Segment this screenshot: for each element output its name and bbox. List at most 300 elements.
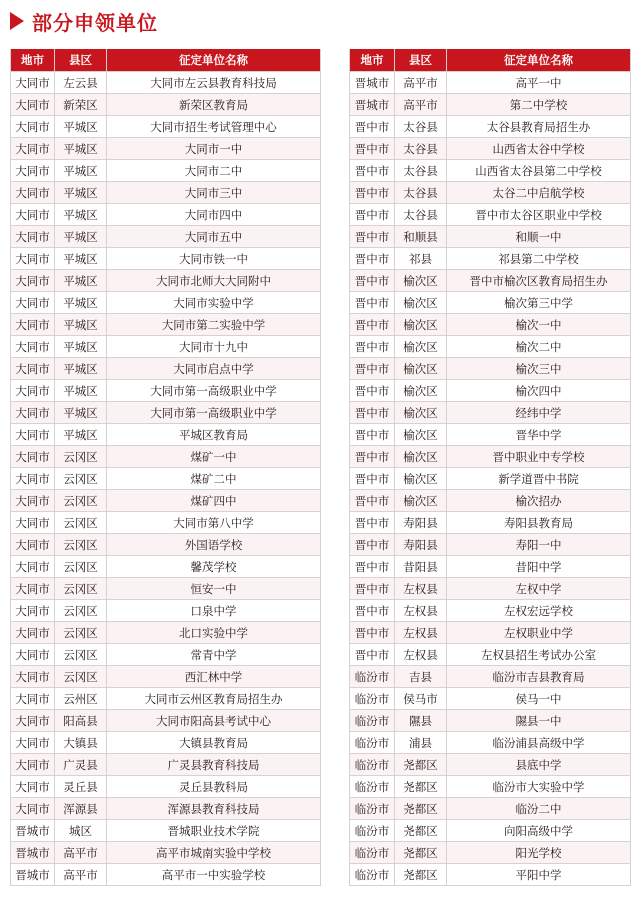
table-row (350, 732, 631, 754)
cell-city: 晋城市 (350, 72, 395, 94)
cell-city: 大同市 (11, 556, 55, 578)
cell-city: 晋城市 (11, 820, 55, 842)
cell-city: 大同市 (11, 358, 55, 380)
cell-city: 临汾市 (350, 732, 395, 754)
cell-unit-name: 大同市四中 (107, 204, 321, 226)
cell-unit-name: 西汇林中学 (107, 666, 321, 688)
cell-city: 临汾市 (350, 666, 395, 688)
cell-county: 吉县 (395, 666, 447, 688)
table-row (11, 336, 321, 358)
cell-county: 寿阳县 (395, 534, 447, 556)
cell-unit-name: 左权宏远学校 (447, 600, 631, 622)
cell-city: 晋中市 (350, 534, 395, 556)
cell-unit-name: 山西省太谷中学校 (447, 138, 631, 160)
cell-county: 榆次区 (395, 402, 447, 424)
triangle-bullet-icon (10, 12, 24, 30)
cell-city: 晋中市 (350, 358, 395, 380)
cell-county: 榆次区 (395, 380, 447, 402)
cell-unit-name: 榆次招办 (447, 490, 631, 512)
table-row (11, 160, 321, 182)
cell-county: 阳高县 (55, 710, 107, 732)
cell-city: 临汾市 (350, 842, 395, 864)
cell-city: 晋城市 (11, 864, 55, 886)
cell-unit-name: 大同市第一高级职业中学 (107, 402, 321, 424)
table-row (11, 842, 321, 864)
table-row (11, 468, 321, 490)
cell-county: 榆次区 (395, 270, 447, 292)
cell-unit-name: 寿阳一中 (447, 534, 631, 556)
table-row (11, 182, 321, 204)
cell-county: 榆次区 (395, 314, 447, 336)
cell-unit-name: 左权职业中学 (447, 622, 631, 644)
cell-unit-name: 新学道晋中书院 (447, 468, 631, 490)
table-row (350, 72, 631, 94)
table-row (11, 72, 321, 94)
cell-city: 大同市 (11, 776, 55, 798)
cell-unit-name: 晋城职业技术学院 (107, 820, 321, 842)
column-header-city: 地市 (11, 49, 55, 72)
table-row (350, 776, 631, 798)
cell-unit-name: 大同市第八中学 (107, 512, 321, 534)
table-row (350, 688, 631, 710)
page-title: 部分申领单位 (32, 10, 158, 35)
cell-unit-name: 灵丘县教科局 (107, 776, 321, 798)
cell-city: 大同市 (11, 512, 55, 534)
table-row (11, 600, 321, 622)
cell-city: 晋中市 (350, 446, 395, 468)
table-row (350, 270, 631, 292)
cell-city: 大同市 (11, 292, 55, 314)
table-row (11, 776, 321, 798)
cell-unit-name: 临汾二中 (447, 798, 631, 820)
cell-city: 晋中市 (350, 424, 395, 446)
table-row (350, 402, 631, 424)
cell-unit-name: 经纬中学 (447, 402, 631, 424)
cell-city: 大同市 (11, 248, 55, 270)
cell-county: 云冈区 (55, 600, 107, 622)
cell-county: 平城区 (55, 116, 107, 138)
column-header-county: 县区 (395, 49, 447, 72)
table-row (11, 732, 321, 754)
cell-county: 大镇县 (55, 732, 107, 754)
cell-county: 侯马市 (395, 688, 447, 710)
cell-unit-name: 晋中市榆次区教育局招生办 (447, 270, 631, 292)
cell-county: 平城区 (55, 160, 107, 182)
table-row (350, 468, 631, 490)
cell-county: 云冈区 (55, 490, 107, 512)
cell-county: 高平市 (395, 72, 447, 94)
table-row (11, 710, 321, 732)
cell-county: 高平市 (55, 864, 107, 886)
table-row (350, 204, 631, 226)
cell-county: 太谷县 (395, 182, 447, 204)
cell-unit-name: 大同市第二实验中学 (107, 314, 321, 336)
table-row (350, 842, 631, 864)
table-row (11, 644, 321, 666)
cell-unit-name: 北口实验中学 (107, 622, 321, 644)
cell-unit-name: 恒安一中 (107, 578, 321, 600)
cell-city: 临汾市 (350, 754, 395, 776)
cell-county: 云冈区 (55, 446, 107, 468)
cell-city: 大同市 (11, 72, 55, 94)
table-row (350, 314, 631, 336)
cell-city: 晋中市 (350, 160, 395, 182)
table-row (11, 754, 321, 776)
table-row (11, 512, 321, 534)
cell-unit-name: 广灵县教育科技局 (107, 754, 321, 776)
cell-unit-name: 临汾浦县高级中学 (447, 732, 631, 754)
table-row (350, 292, 631, 314)
cell-city: 大同市 (11, 314, 55, 336)
cell-city: 大同市 (11, 600, 55, 622)
table-row (11, 292, 321, 314)
table-row (11, 94, 321, 116)
cell-unit-name: 大同市铁一中 (107, 248, 321, 270)
table-row (11, 116, 321, 138)
cell-county: 昔阳县 (395, 556, 447, 578)
table-row (11, 358, 321, 380)
cell-unit-name: 隰县一中 (447, 710, 631, 732)
cell-city: 晋中市 (350, 116, 395, 138)
cell-county: 和顺县 (395, 226, 447, 248)
cell-county: 左权县 (395, 622, 447, 644)
cell-city: 晋中市 (350, 556, 395, 578)
cell-city: 大同市 (11, 490, 55, 512)
cell-city: 大同市 (11, 226, 55, 248)
cell-city: 大同市 (11, 424, 55, 446)
table-row (350, 160, 631, 182)
table-row (11, 248, 321, 270)
cell-city: 大同市 (11, 644, 55, 666)
cell-city: 大同市 (11, 204, 55, 226)
column-header-county: 县区 (55, 49, 107, 72)
cell-unit-name: 平城区教育局 (107, 424, 321, 446)
cell-unit-name: 煤矿二中 (107, 468, 321, 490)
cell-unit-name: 大同市一中 (107, 138, 321, 160)
cell-unit-name: 大同市招生考试管理中心 (107, 116, 321, 138)
table-row (11, 534, 321, 556)
cell-unit-name: 临汾市大实验中学 (447, 776, 631, 798)
table-row (11, 490, 321, 512)
cell-county: 太谷县 (395, 204, 447, 226)
cell-unit-name: 临汾市吉县教育局 (447, 666, 631, 688)
table-row (11, 226, 321, 248)
cell-county: 平城区 (55, 204, 107, 226)
units-table-left (10, 49, 321, 886)
table-row (11, 402, 321, 424)
cell-county: 平城区 (55, 138, 107, 160)
cell-county: 榆次区 (395, 336, 447, 358)
cell-county: 隰县 (395, 710, 447, 732)
table-row (350, 578, 631, 600)
cell-county: 太谷县 (395, 138, 447, 160)
table-row (11, 556, 321, 578)
cell-unit-name: 侯马一中 (447, 688, 631, 710)
cell-unit-name: 榆次第三中学 (447, 292, 631, 314)
cell-unit-name: 县底中学 (447, 754, 631, 776)
cell-unit-name: 大同市启点中学 (107, 358, 321, 380)
cell-city: 晋中市 (350, 226, 395, 248)
cell-city: 晋中市 (350, 578, 395, 600)
table-row (350, 754, 631, 776)
table-header-row (350, 49, 631, 72)
cell-unit-name: 山西省太谷县第二中学校 (447, 160, 631, 182)
cell-county: 云冈区 (55, 468, 107, 490)
cell-city: 晋中市 (350, 204, 395, 226)
cell-county: 高平市 (395, 94, 447, 116)
table-row (11, 578, 321, 600)
cell-unit-name: 大同市左云县教育科技局 (107, 72, 321, 94)
table-row (350, 710, 631, 732)
table-row (350, 424, 631, 446)
cell-county: 云冈区 (55, 644, 107, 666)
cell-county: 云冈区 (55, 622, 107, 644)
cell-unit-name: 榆次二中 (447, 336, 631, 358)
table-row (11, 864, 321, 886)
cell-unit-name: 煤矿四中 (107, 490, 321, 512)
cell-unit-name: 高平市城南实验中学校 (107, 842, 321, 864)
table-row (11, 666, 321, 688)
table-row (11, 798, 321, 820)
cell-county: 云冈区 (55, 578, 107, 600)
cell-unit-name: 向阳高级中学 (447, 820, 631, 842)
cell-city: 晋中市 (350, 292, 395, 314)
cell-county: 尧都区 (395, 820, 447, 842)
table-row (11, 688, 321, 710)
column-header-unit: 征定单位名称 (447, 49, 631, 72)
cell-unit-name: 大同市二中 (107, 160, 321, 182)
cell-unit-name: 昔阳中学 (447, 556, 631, 578)
cell-city: 晋中市 (350, 644, 395, 666)
cell-county: 左云县 (55, 72, 107, 94)
cell-county: 左权县 (395, 578, 447, 600)
cell-unit-name: 第二中学校 (447, 94, 631, 116)
table-row (350, 380, 631, 402)
cell-city: 大同市 (11, 688, 55, 710)
cell-county: 云冈区 (55, 666, 107, 688)
cell-county: 高平市 (55, 842, 107, 864)
table-row (350, 248, 631, 270)
cell-county: 尧都区 (395, 798, 447, 820)
cell-county: 云冈区 (55, 556, 107, 578)
cell-city: 大同市 (11, 446, 55, 468)
cell-unit-name: 平阳中学 (447, 864, 631, 886)
cell-city: 晋中市 (350, 380, 395, 402)
table-header-row (11, 49, 321, 72)
cell-city: 大同市 (11, 798, 55, 820)
table-row (350, 556, 631, 578)
table-row (350, 182, 631, 204)
cell-unit-name: 大同市第一高级职业中学 (107, 380, 321, 402)
cell-county: 太谷县 (395, 160, 447, 182)
cell-county: 平城区 (55, 226, 107, 248)
cell-city: 晋中市 (350, 138, 395, 160)
cell-city: 大同市 (11, 732, 55, 754)
table-row (350, 798, 631, 820)
cell-county: 平城区 (55, 336, 107, 358)
table-row (11, 138, 321, 160)
cell-county: 云冈区 (55, 512, 107, 534)
cell-city: 晋中市 (350, 182, 395, 204)
table-row (11, 446, 321, 468)
cell-unit-name: 浑源县教育科技局 (107, 798, 321, 820)
units-table-right (349, 49, 631, 886)
cell-county: 云州区 (55, 688, 107, 710)
cell-unit-name: 大同市北师大大同附中 (107, 270, 321, 292)
cell-city: 晋中市 (350, 468, 395, 490)
cell-unit-name: 大同市云州区教育局招生办 (107, 688, 321, 710)
table-row (350, 864, 631, 886)
cell-unit-name: 馨茂学校 (107, 556, 321, 578)
table-row (11, 270, 321, 292)
cell-county: 平城区 (55, 314, 107, 336)
cell-unit-name: 口泉中学 (107, 600, 321, 622)
cell-unit-name: 大同市实验中学 (107, 292, 321, 314)
cell-city: 大同市 (11, 380, 55, 402)
table-row (350, 358, 631, 380)
cell-county: 浦县 (395, 732, 447, 754)
table-row (350, 600, 631, 622)
cell-county: 云冈区 (55, 534, 107, 556)
cell-unit-name: 左权县招生考试办公室 (447, 644, 631, 666)
cell-city: 大同市 (11, 182, 55, 204)
cell-county: 左权县 (395, 644, 447, 666)
cell-county: 新荣区 (55, 94, 107, 116)
cell-city: 大同市 (11, 666, 55, 688)
cell-city: 大同市 (11, 468, 55, 490)
cell-county: 寿阳县 (395, 512, 447, 534)
table-row (11, 314, 321, 336)
cell-city: 晋中市 (350, 314, 395, 336)
cell-county: 太谷县 (395, 116, 447, 138)
cell-city: 大同市 (11, 336, 55, 358)
cell-city: 晋中市 (350, 490, 395, 512)
column-header-unit: 征定单位名称 (107, 49, 321, 72)
cell-unit-name: 榆次四中 (447, 380, 631, 402)
cell-county: 榆次区 (395, 292, 447, 314)
table-row (350, 116, 631, 138)
cell-county: 左权县 (395, 600, 447, 622)
cell-unit-name: 煤矿一中 (107, 446, 321, 468)
cell-unit-name: 大同市阳高县考试中心 (107, 710, 321, 732)
cell-city: 大同市 (11, 116, 55, 138)
cell-unit-name: 祁县第二中学校 (447, 248, 631, 270)
column-header-city: 地市 (350, 49, 395, 72)
cell-county: 尧都区 (395, 776, 447, 798)
cell-county: 榆次区 (395, 490, 447, 512)
table-row (11, 820, 321, 842)
cell-unit-name: 大镇县教育局 (107, 732, 321, 754)
cell-city: 晋中市 (350, 248, 395, 270)
cell-city: 临汾市 (350, 864, 395, 886)
cell-county: 平城区 (55, 358, 107, 380)
cell-unit-name: 和顺一中 (447, 226, 631, 248)
cell-county: 榆次区 (395, 468, 447, 490)
cell-city: 临汾市 (350, 710, 395, 732)
table-row (350, 94, 631, 116)
table-row (350, 622, 631, 644)
cell-unit-name: 高平一中 (447, 72, 631, 94)
cell-city: 晋中市 (350, 600, 395, 622)
table-row (350, 820, 631, 842)
cell-unit-name: 大同市三中 (107, 182, 321, 204)
cell-county: 尧都区 (395, 864, 447, 886)
cell-city: 大同市 (11, 270, 55, 292)
cell-city: 大同市 (11, 94, 55, 116)
cell-county: 平城区 (55, 182, 107, 204)
cell-unit-name: 晋中市太谷区职业中学校 (447, 204, 631, 226)
cell-city: 大同市 (11, 622, 55, 644)
cell-unit-name: 晋中职业中专学校 (447, 446, 631, 468)
cell-unit-name: 晋华中学 (447, 424, 631, 446)
table-row (350, 512, 631, 534)
table-row (350, 490, 631, 512)
table-row (350, 226, 631, 248)
cell-county: 平城区 (55, 248, 107, 270)
cell-unit-name: 太谷二中启航学校 (447, 182, 631, 204)
cell-city: 晋中市 (350, 622, 395, 644)
cell-county: 平城区 (55, 270, 107, 292)
cell-county: 榆次区 (395, 446, 447, 468)
cell-unit-name: 阳光学校 (447, 842, 631, 864)
cell-city: 大同市 (11, 754, 55, 776)
cell-county: 榆次区 (395, 358, 447, 380)
table-row (11, 204, 321, 226)
cell-city: 晋城市 (350, 94, 395, 116)
cell-county: 城区 (55, 820, 107, 842)
table-row (350, 446, 631, 468)
cell-county: 祁县 (395, 248, 447, 270)
table-row (11, 424, 321, 446)
section-title (10, 6, 158, 36)
cell-unit-name: 榆次三中 (447, 358, 631, 380)
cell-city: 晋中市 (350, 336, 395, 358)
table-row (11, 380, 321, 402)
table-row (350, 336, 631, 358)
cell-county: 平城区 (55, 402, 107, 424)
cell-unit-name: 大同市五中 (107, 226, 321, 248)
cell-city: 大同市 (11, 534, 55, 556)
cell-city: 大同市 (11, 138, 55, 160)
cell-unit-name: 榆次一中 (447, 314, 631, 336)
table-row (350, 138, 631, 160)
cell-city: 晋中市 (350, 270, 395, 292)
cell-unit-name: 太谷县教育局招生办 (447, 116, 631, 138)
cell-unit-name: 大同市十九中 (107, 336, 321, 358)
cell-county: 灵丘县 (55, 776, 107, 798)
cell-unit-name: 外国语学校 (107, 534, 321, 556)
cell-county: 榆次区 (395, 424, 447, 446)
cell-city: 晋中市 (350, 512, 395, 534)
cell-city: 大同市 (11, 402, 55, 424)
table-row (11, 622, 321, 644)
cell-unit-name: 新荣区教育局 (107, 94, 321, 116)
cell-county: 浑源县 (55, 798, 107, 820)
cell-city: 临汾市 (350, 776, 395, 798)
cell-city: 临汾市 (350, 798, 395, 820)
cell-county: 平城区 (55, 292, 107, 314)
cell-city: 大同市 (11, 578, 55, 600)
cell-county: 广灵县 (55, 754, 107, 776)
cell-city: 晋城市 (11, 842, 55, 864)
cell-unit-name: 左权中学 (447, 578, 631, 600)
cell-unit-name: 高平市一中实验学校 (107, 864, 321, 886)
cell-city: 临汾市 (350, 688, 395, 710)
cell-city: 晋中市 (350, 402, 395, 424)
cell-city: 大同市 (11, 710, 55, 732)
cell-county: 平城区 (55, 424, 107, 446)
cell-unit-name: 寿阳县教育局 (447, 512, 631, 534)
